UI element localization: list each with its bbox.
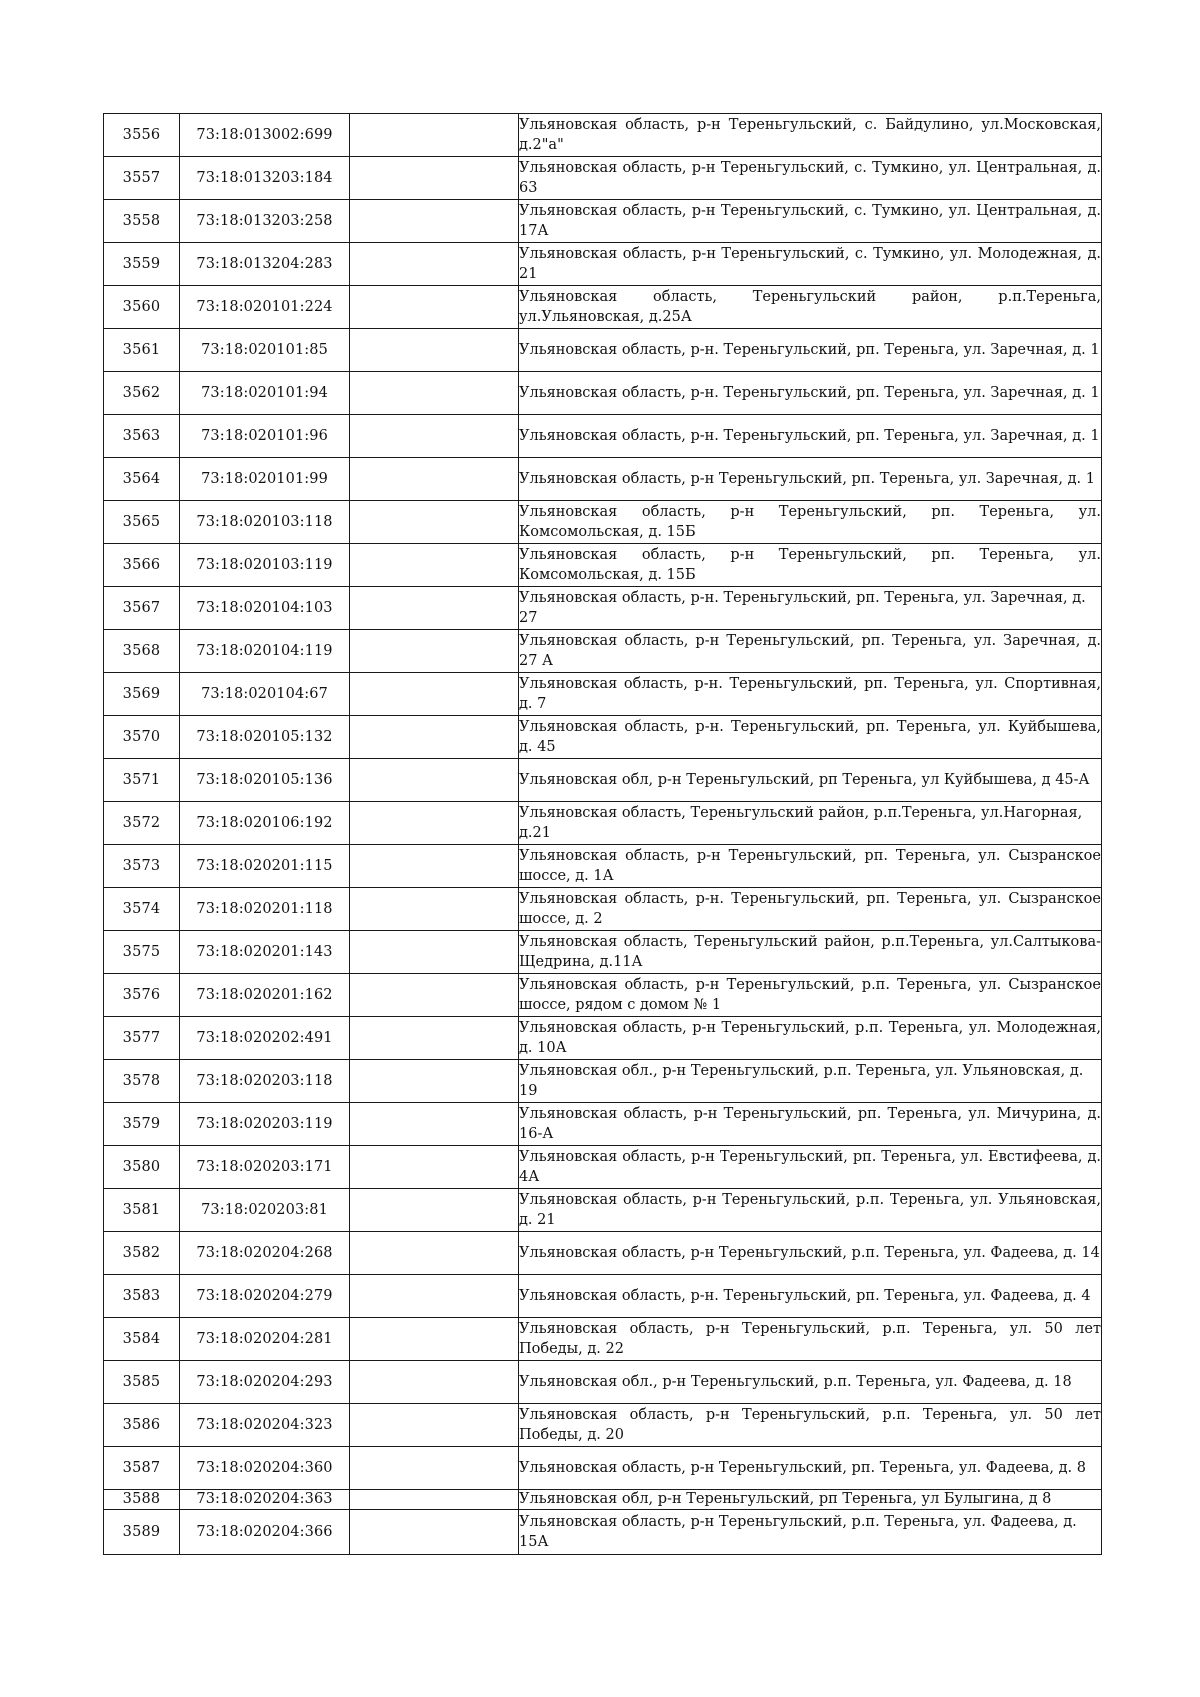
empty-cell [350,888,519,931]
row-number-cell: 3578 [104,1060,180,1103]
row-number-cell: 3559 [104,243,180,286]
address-cell: Ульяновская область, р-н Тереньгульский, р.п. Тереньга, ул. Молодежная, д. 10А [519,1017,1102,1060]
row-number-cell: 3563 [104,415,180,458]
row-number-cell: 3581 [104,1189,180,1232]
cadastral-number-cell: 73:18:020203:81 [180,1189,350,1232]
empty-cell [350,1447,519,1490]
cadastral-number-cell: 73:18:020105:132 [180,716,350,759]
cadastral-number-cell: 73:18:020202:491 [180,1017,350,1060]
registry-table-body [104,114,1102,1555]
address-cell: Ульяновская область, р-н. Тереньгульский, рп. Тереньга, ул. Заречная, д. 1 [519,415,1102,458]
row-number-cell: 3580 [104,1146,180,1189]
row-number-cell: 3566 [104,544,180,587]
address-cell: Ульяновская область, р-н Тереньгульский, рп. Тереньга, ул. Заречная, д. 27 А [519,630,1102,673]
table-row [104,759,1102,802]
address-cell: Ульяновская область, р-н Тереньгульский, с. Байдулино, ул.Московская, д.2"а" [519,114,1102,157]
cadastral-number-cell: 73:18:020204:268 [180,1232,350,1275]
table-row [104,1447,1102,1490]
address-cell: Ульяновская область, р-н Тереньгульский, р.п. Тереньга, ул. 50 лет Победы, д. 20 [519,1404,1102,1447]
table-row [104,888,1102,931]
empty-cell [350,157,519,200]
empty-cell [350,114,519,157]
cadastral-number-cell: 73:18:020104:103 [180,587,350,630]
address-cell: Ульяновская область, р-н Тереньгульский, рп. Тереньга, ул. Евстифеева, д. 4А [519,1146,1102,1189]
table-row [104,200,1102,243]
row-number-cell: 3588 [104,1490,180,1510]
table-row [104,458,1102,501]
address-cell: Ульяновская область, р-н Тереньгульский, с. Тумкино, ул. Молодежная, д. 21 [519,243,1102,286]
row-number-cell: 3568 [104,630,180,673]
cadastral-number-cell: 73:18:020103:118 [180,501,350,544]
empty-cell [350,802,519,845]
cadastral-number-cell: 73:18:020204:281 [180,1318,350,1361]
table-row [104,501,1102,544]
empty-cell [350,673,519,716]
cadastral-number-cell: 73:18:020103:119 [180,544,350,587]
cadastral-number-cell: 73:18:013204:283 [180,243,350,286]
address-cell: Ульяновская область, р-н. Тереньгульский, рп. Тереньга, ул. Куйбышева, д. 45 [519,716,1102,759]
row-number-cell: 3569 [104,673,180,716]
cadastral-number-cell: 73:18:020204:366 [180,1510,350,1555]
table-row [104,974,1102,1017]
table-row [104,1361,1102,1404]
cadastral-number-cell: 73:18:020105:136 [180,759,350,802]
address-cell: Ульяновская область, р-н Тереньгульский, рп. Тереньга, ул. Сызранское шоссе, д. 1А [519,845,1102,888]
cadastral-number-cell: 73:18:020204:323 [180,1404,350,1447]
row-number-cell: 3579 [104,1103,180,1146]
row-number-cell: 3576 [104,974,180,1017]
empty-cell [350,200,519,243]
row-number-cell: 3562 [104,372,180,415]
address-cell: Ульяновская область, р-н Тереньгульский, р.п. Тереньга, ул. Ульяновская, д. 21 [519,1189,1102,1232]
address-cell: Ульяновская область, р-н. Тереньгульский, рп. Тереньга, ул. Сызранское шоссе, д. 2 [519,888,1102,931]
row-number-cell: 3557 [104,157,180,200]
table-row [104,1275,1102,1318]
empty-cell [350,587,519,630]
cadastral-number-cell: 73:18:020101:94 [180,372,350,415]
row-number-cell: 3584 [104,1318,180,1361]
table-row [104,243,1102,286]
row-number-cell: 3561 [104,329,180,372]
table-row [104,1232,1102,1275]
row-number-cell: 3570 [104,716,180,759]
row-number-cell: 3572 [104,802,180,845]
empty-cell [350,1103,519,1146]
empty-cell [350,1404,519,1447]
table-row [104,1103,1102,1146]
address-cell: Ульяновская область, Тереньгульский район, р.п.Тереньга, ул.Ульяновская, д.25А [519,286,1102,329]
address-cell: Ульяновская область, р-н Тереньгульский, р.п. Тереньга, ул. Фадеева, д. 15А [519,1510,1102,1555]
table-row [104,673,1102,716]
row-number-cell: 3586 [104,1404,180,1447]
address-cell: Ульяновская область, р-н Тереньгульский, рп. Тереньга, ул. Комсомольская, д. 15Б [519,501,1102,544]
empty-cell [350,501,519,544]
empty-cell [350,415,519,458]
address-cell: Ульяновская область, р-н Тереньгульский, рп. Тереньга, ул. Заречная, д. 1 [519,458,1102,501]
cadastral-number-cell: 73:18:020204:360 [180,1447,350,1490]
empty-cell [350,759,519,802]
table-row [104,1510,1102,1555]
address-cell: Ульяновская обл, р-н Тереньгульский, рп Тереньга, ул Куйбышева, д 45-А [519,759,1102,802]
address-cell: Ульяновская обл, р-н Тереньгульский, рп Тереньга, ул Булыгина, д 8 [519,1490,1102,1510]
empty-cell [350,1361,519,1404]
empty-cell [350,372,519,415]
cadastral-number-cell: 73:18:020201:118 [180,888,350,931]
table-row [104,802,1102,845]
cadastral-registry-table [103,113,1102,1555]
cadastral-number-cell: 73:18:020101:85 [180,329,350,372]
row-number-cell: 3587 [104,1447,180,1490]
table-row [104,286,1102,329]
row-number-cell: 3582 [104,1232,180,1275]
address-cell: Ульяновская область, р-н Тереньгульский, р.п. Тереньга, ул. 50 лет Победы, д. 22 [519,1318,1102,1361]
cadastral-number-cell: 73:18:020203:118 [180,1060,350,1103]
table-row [104,1490,1102,1510]
empty-cell [350,630,519,673]
empty-cell [350,1318,519,1361]
cadastral-number-cell: 73:18:020106:192 [180,802,350,845]
table-row [104,329,1102,372]
address-cell: Ульяновская область, р-н. Тереньгульский, рп. Тереньга, ул. Спортивная, д. 7 [519,673,1102,716]
row-number-cell: 3567 [104,587,180,630]
row-number-cell: 3577 [104,1017,180,1060]
address-cell: Ульяновская область, р-н. Тереньгульский, рп. Тереньга, ул. Заречная, д. 27 [519,587,1102,630]
address-cell: Ульяновская область, р-н Тереньгульский, рп. Тереньга, ул. Фадеева, д. 8 [519,1447,1102,1490]
address-cell: Ульяновская область, р-н. Тереньгульский, рп. Тереньга, ул. Заречная, д. 1 [519,329,1102,372]
address-cell: Ульяновская обл., р-н Тереньгульский, р.п. Тереньга, ул. Ульяновская, д. 19 [519,1060,1102,1103]
empty-cell [350,1490,519,1510]
row-number-cell: 3575 [104,931,180,974]
cadastral-number-cell: 73:18:020101:96 [180,415,350,458]
address-cell: Ульяновская область, р-н Тереньгульский, рп. Тереньга, ул. Комсомольская, д. 15Б [519,544,1102,587]
row-number-cell: 3560 [104,286,180,329]
table-row [104,630,1102,673]
empty-cell [350,1232,519,1275]
address-cell: Ульяновская область, р-н. Тереньгульский, рп. Тереньга, ул. Фадеева, д. 4 [519,1275,1102,1318]
row-number-cell: 3564 [104,458,180,501]
address-cell: Ульяновская область, р-н Тереньгульский, рп. Тереньга, ул. Мичурина, д. 16-А [519,1103,1102,1146]
address-cell: Ульяновская область, Тереньгульский район, р.п.Тереньга, ул.Нагорная, д.21 [519,802,1102,845]
row-number-cell: 3574 [104,888,180,931]
empty-cell [350,1146,519,1189]
table-row [104,1146,1102,1189]
table-row [104,1318,1102,1361]
empty-cell [350,1060,519,1103]
empty-cell [350,1189,519,1232]
cadastral-number-cell: 73:18:013203:258 [180,200,350,243]
table-row [104,544,1102,587]
cadastral-number-cell: 73:18:020104:119 [180,630,350,673]
address-cell: Ульяновская область, р-н Тереньгульский, с. Тумкино, ул. Центральная, д. 63 [519,157,1102,200]
table-row [104,1404,1102,1447]
table-row [104,157,1102,200]
table-row [104,1060,1102,1103]
row-number-cell: 3556 [104,114,180,157]
row-number-cell: 3558 [104,200,180,243]
empty-cell [350,931,519,974]
cadastral-number-cell: 73:18:020203:171 [180,1146,350,1189]
empty-cell [350,544,519,587]
empty-cell [350,1275,519,1318]
table-row [104,1017,1102,1060]
table-row [104,415,1102,458]
address-cell: Ульяновская область, р-н Тереньгульский, с. Тумкино, ул. Центральная, д. 17А [519,200,1102,243]
empty-cell [350,1017,519,1060]
address-cell: Ульяновская область, Тереньгульский район, р.п.Тереньга, ул.Салтыкова-Щедрина, д.11А [519,931,1102,974]
cadastral-number-cell: 73:18:020203:119 [180,1103,350,1146]
table-row [104,845,1102,888]
row-number-cell: 3583 [104,1275,180,1318]
cadastral-number-cell: 73:18:020204:363 [180,1490,350,1510]
table-row [104,114,1102,157]
empty-cell [350,458,519,501]
cadastral-number-cell: 73:18:020204:293 [180,1361,350,1404]
empty-cell [350,716,519,759]
address-cell: Ульяновская обл., р-н Тереньгульский, р.п. Тереньга, ул. Фадеева, д. 18 [519,1361,1102,1404]
table-row [104,1189,1102,1232]
table-row [104,716,1102,759]
empty-cell [350,329,519,372]
address-cell: Ульяновская область, р-н Тереньгульский, р.п. Тереньга, ул. Сызранское шоссе, рядом с домом № 1 [519,974,1102,1017]
empty-cell [350,243,519,286]
empty-cell [350,845,519,888]
row-number-cell: 3573 [104,845,180,888]
row-number-cell: 3589 [104,1510,180,1555]
row-number-cell: 3571 [104,759,180,802]
cadastral-number-cell: 73:18:020101:99 [180,458,350,501]
cadastral-number-cell: 73:18:020201:162 [180,974,350,1017]
cadastral-number-cell: 73:18:013203:184 [180,157,350,200]
empty-cell [350,286,519,329]
table-row [104,931,1102,974]
empty-cell [350,1510,519,1555]
cadastral-number-cell: 73:18:020201:143 [180,931,350,974]
table-row [104,587,1102,630]
table-row [104,372,1102,415]
cadastral-number-cell: 73:18:020101:224 [180,286,350,329]
address-cell: Ульяновская область, р-н Тереньгульский, р.п. Тереньга, ул. Фадеева, д. 14 [519,1232,1102,1275]
row-number-cell: 3565 [104,501,180,544]
empty-cell [350,974,519,1017]
cadastral-number-cell: 73:18:020201:115 [180,845,350,888]
cadastral-number-cell: 73:18:013002:699 [180,114,350,157]
address-cell: Ульяновская область, р-н. Тереньгульский, рп. Тереньга, ул. Заречная, д. 1 [519,372,1102,415]
row-number-cell: 3585 [104,1361,180,1404]
cadastral-number-cell: 73:18:020104:67 [180,673,350,716]
cadastral-number-cell: 73:18:020204:279 [180,1275,350,1318]
